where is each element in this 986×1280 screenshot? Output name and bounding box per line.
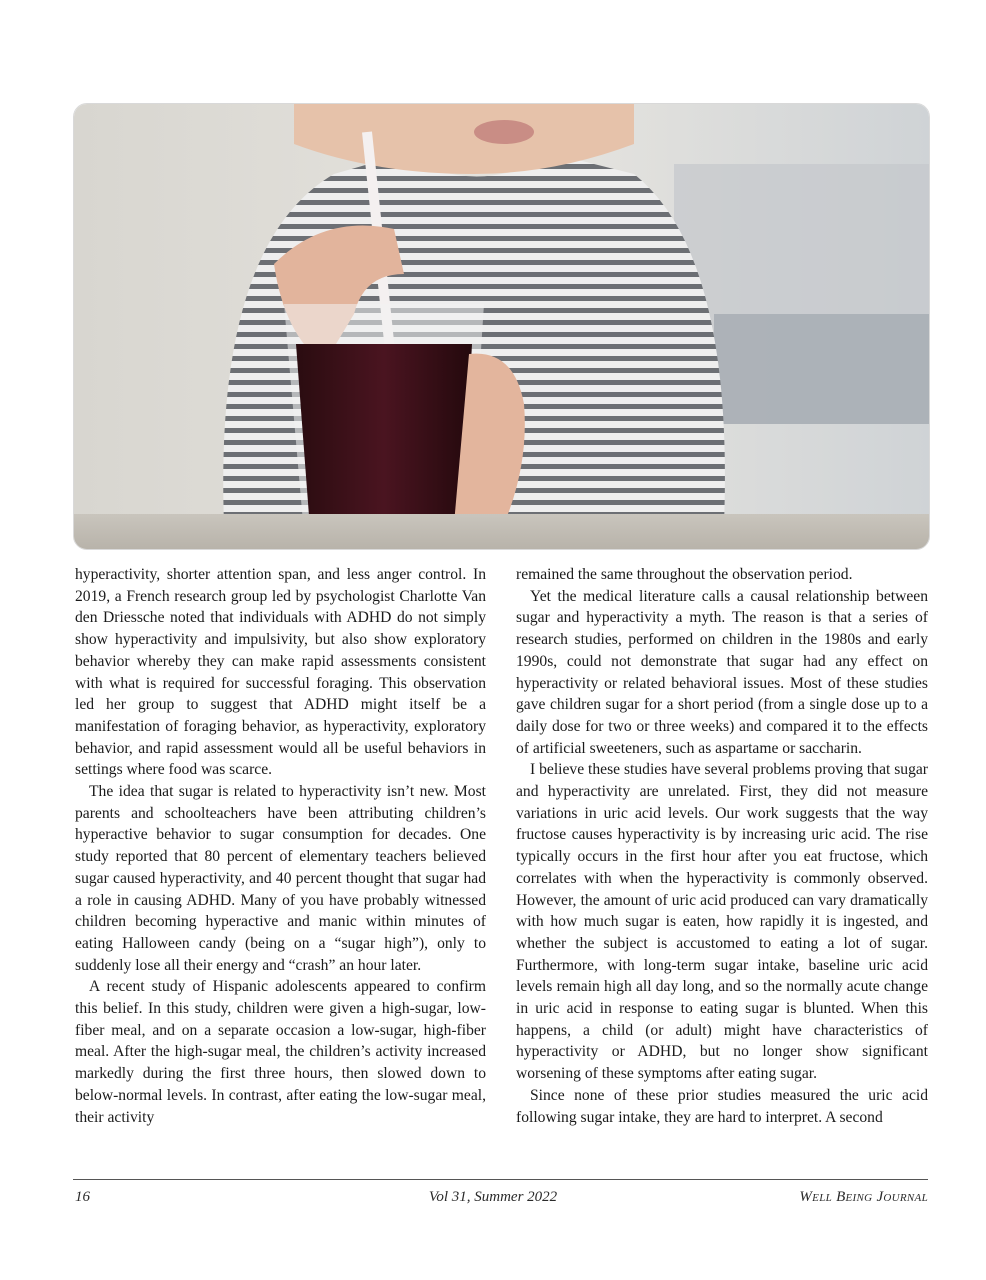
volume-info: Vol 31, Summer 2022 (428, 1189, 558, 1205)
paragraph: Since none of these prior studies measured the uric acid following sugar intake, they are hard to interpret. A second (516, 1086, 928, 1126)
page-number: 16 (75, 1189, 90, 1205)
paragraph: Yet the medical literature calls a causal relationship between sugar and hyperactivity a myth. The reason is that a series of research studies, performed on children in the 1980s and early 1990s, could not demonstrate that sugar had any effect on hyperactivity or related behavioral issues. Most of these studies gave children sugar for a short period (from a single dose up to a daily dose for two or three weeks) and compared it to the effects of artificial sweeteners, such as aspartame or saccharin. (516, 587, 928, 757)
paragraph: The idea that sugar is related to hyperactivity isn’t new. Most parents and schoolteachers have been attributing children’s hyperactive behavior to sugar consumption for decades. One study reported that 80 percent of elementary teachers believed sugar caused hyperactivity, and 40 percent thought that sugar had a role in causing ADHD. Many of you have probably witnessed children becoming hyperactive and manic within minutes of eating Halloween candy (being on a “sugar high”), only to suddenly lose all their energy and “crash” an hour later. (75, 783, 486, 974)
paragraph: I believe these studies have several problems proving that sugar and hyperactivity are unrelated. First, they did not measure variations in uric acid levels. Our work suggests that the way fructose causes hyperactivity is by increasing uric acid. The rise typically occurs in the first hour after you eat fructose, which correlates with when the hyperactivity is commonly observed. However, the amount of uric acid produced can vary dramatically with how much sugar is eaten, how rapidly it is ingested, and whether the subject is accustomed to eating a lot of sugar. Furthermore, with long-term sugar intake, baseline uric acid levels remain high all day long, and so the normally acute change in uric acid in response to eating sugar is blunted. When this happens, a child (or adult) might have characteristics of hyperactivity or ADHD, but no longer show significant worsening of these symptoms after eating sugar. (516, 761, 928, 1083)
lips (474, 120, 534, 144)
paragraph: remained the same throughout the observation period. (516, 566, 853, 583)
table (74, 514, 929, 549)
right-column (516, 564, 928, 1128)
cabinet-door (714, 314, 929, 424)
juice (296, 344, 472, 529)
article-photo (73, 103, 930, 550)
child-drinking-photo (74, 104, 929, 549)
footer-rule (73, 1179, 928, 1180)
paragraph: hyperactivity, shorter attention span, and less anger control. In 2019, a French research group led by psychologist Charlotte Van den Driessche noted that individuals with ADHD do not simply show hyperactivity and impulsivity, but also show exploratory behavior whereby they can make rapid assessments consistent with what is required for successful foraging. This observation led her group to suggest that ADHD might itself be a manifestation of foraging behavior, as hyperactivity, exploratory behavior, and rapid assessment would all be useful behaviors in settings where food was scarce. (75, 566, 486, 779)
left-column (75, 564, 486, 1128)
paragraph: A recent study of Hispanic adolescents appeared to confirm this belief. In this study, children were given a high-sugar, low-fiber meal, and on a separate occasion a low-sugar, high-fiber meal. After the high-sugar meal, the children’s activity increased markedly during the first three hours, then slowed down to below-normal levels. In contrast, after eating the low-sugar meal, their activity (75, 978, 486, 1126)
journal-name: Well Being Journal (799, 1189, 928, 1205)
